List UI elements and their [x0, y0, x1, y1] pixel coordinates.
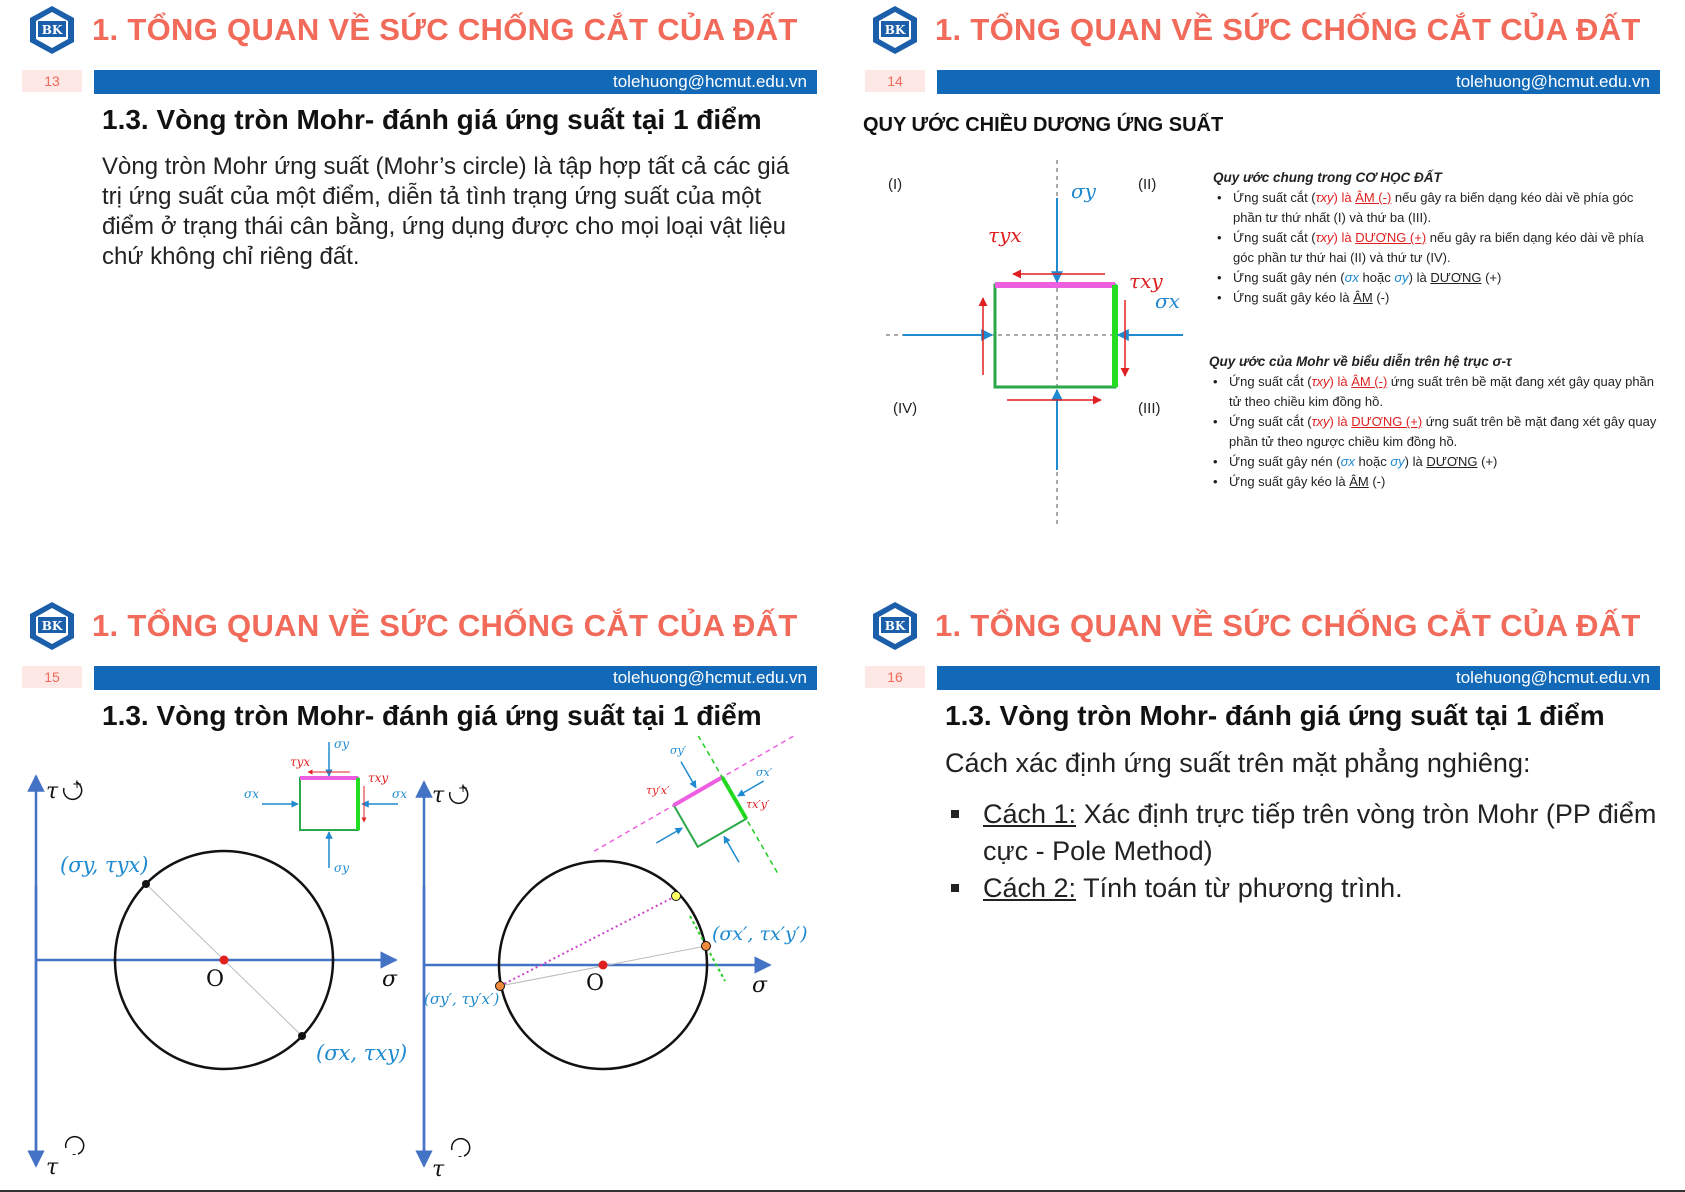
header-bar [937, 70, 1660, 94]
left-point-2-label: (σx, τxy) [316, 1041, 408, 1065]
right-el-tyx-label: τy′x′ [646, 784, 670, 797]
left-stress-element [300, 778, 358, 830]
left-mohr-diagram [36, 737, 407, 1180]
left-el-tyx-label: τyx [290, 755, 311, 769]
mohr-conventions-title: Quy ước của Mohr về biểu diễn trên hệ trục σ-τ [1209, 354, 1512, 369]
right-mohr-diagram [424, 736, 842, 1182]
list-item [945, 870, 1665, 907]
general-conventions-title: Quy ước chung trong CƠ HỌC ĐẤT [1213, 170, 1442, 185]
svg-text:BK: BK [41, 23, 63, 37]
method-label: Cách 2: [983, 873, 1077, 903]
bk-logo-icon [26, 600, 78, 652]
right-point-2-label: (σy′, τy′x′) [424, 990, 500, 1008]
left-point-1-label: (σy, τyx) [60, 853, 149, 877]
lead-text: Cách xác định ứng suất trên mặt phẳng nghiêng: [945, 748, 1531, 778]
left-el-sy-bot-label: σy [334, 861, 349, 875]
right-el-sy-label: σy′ [670, 744, 687, 757]
svg-text:BK: BK [884, 619, 906, 633]
right-center [599, 961, 608, 970]
right-el-sx-label: σx′ [756, 766, 773, 779]
section-heading: 1.3. Vòng tròn Mohr- đánh giá ứng suất tại 1 điểm [102, 104, 762, 135]
left-tau-top-label: τ [46, 779, 59, 804]
stress-element [995, 285, 1115, 387]
method-label: Cách 1: [983, 799, 1077, 829]
general-item: • Ứng suất cắt (τxy) là ÂM (-) nếu gây ra biến dạng kéo dài về phía góc phần tư thứ nhất (I) và thứ ba (III). [1233, 188, 1653, 228]
general-conventions [1213, 168, 1653, 308]
header-bar [937, 666, 1660, 690]
email-label: tolehuong@hcmut.edu.vn [613, 72, 807, 91]
section-heading: 1.3. Vòng tròn Mohr- đánh giá ứng suất tại 1 điểm [102, 700, 762, 731]
right-tau-bottom-label: τ [432, 1157, 445, 1182]
quadrant-1-label: (I) [888, 176, 903, 193]
slide-title: 1. TỔNG QUAN VỀ SỨC CHỐNG CẮT CỦA ĐẤT [935, 12, 1641, 47]
left-el-sx-left-label: σx [244, 787, 259, 801]
method-list [945, 796, 1665, 907]
left-plus-label: + [72, 777, 83, 791]
mohr-circle-diagrams [0, 736, 842, 1192]
sigma-x-label: σx [1155, 289, 1180, 313]
email-label: tolehuong@hcmut.edu.vn [1456, 72, 1650, 91]
right-stress-element [561, 736, 842, 950]
bk-logo-icon [26, 4, 78, 56]
left-minus-label: - [72, 1147, 77, 1161]
slide-16 [843, 596, 1685, 1192]
left-center [220, 956, 229, 965]
page-number: 13 [22, 70, 82, 92]
right-point-1-label: (σx′, τx′y′) [712, 923, 808, 945]
list-item [945, 796, 1665, 870]
right-sigma-label: σ [752, 973, 768, 998]
page-number: 16 [865, 666, 925, 688]
slide-title: 1. TỔNG QUAN VỀ SỨC CHỐNG CẮT CỦA ĐẤT [92, 12, 798, 47]
right-origin-label: O [586, 971, 605, 996]
quadrant-4-label: (IV) [893, 400, 918, 417]
sigma-y-label: σy [1071, 179, 1096, 203]
tau-xy-label: τxy [1129, 269, 1163, 293]
slide-15 [0, 596, 842, 1192]
quadrant-3-label: (III) [1138, 400, 1161, 417]
left-el-sx-right-label: σx [392, 787, 407, 801]
left-point-1 [142, 880, 150, 888]
general-item: • Ứng suất gây nén (σx hoặc σy) là DƯƠNG (+) [1233, 268, 1653, 288]
mohr-conventions [1209, 352, 1659, 492]
stress-element-diagram [843, 150, 1183, 530]
right-point-1 [702, 942, 711, 951]
left-sigma-label: σ [382, 967, 398, 992]
tau-yx-label: τyx [988, 223, 1022, 247]
left-tau-bottom-label: τ [46, 1155, 59, 1180]
slide-title: 1. TỔNG QUAN VỀ SỨC CHỐNG CẮT CỦA ĐẤT [92, 608, 798, 643]
method-text: Xác định trực tiếp trên vòng tròn Mohr (PP điểm cực - Pole Method) [983, 799, 1657, 866]
left-point-2 [298, 1032, 306, 1040]
email-label: tolehuong@hcmut.edu.vn [1456, 668, 1650, 687]
mohr-item: • Ứng suất gây nén (σx hoặc σy) là DƯƠNG (+) [1229, 452, 1659, 472]
method-text: Tính toán từ phương trình. [1076, 873, 1403, 903]
mohr-item: • Ứng suất gây kéo là ÂM (-) [1229, 472, 1659, 492]
left-origin-label: O [206, 967, 225, 992]
bk-logo-icon [869, 4, 921, 56]
right-minus-label: - [458, 1149, 463, 1163]
bk-logo-icon [869, 600, 921, 652]
bullet-square-icon [951, 810, 959, 818]
body-paragraph: Vòng tròn Mohr ứng suất (Mohr’s circle) là tập hợp tất cả các giá trị ứng suất của một điểm, diễn tả tình trạng ứng suất của một điểm ở trạng thái cân bằng, ứng dụng được cho mọi loại vật liệu chứ không chỉ riêng đất. [102, 153, 790, 270]
slide-13 [0, 0, 842, 596]
left-el-sy-top-label: σy [334, 737, 349, 751]
page-number: 14 [865, 70, 925, 92]
section-heading: 1.3. Vòng tròn Mohr- đánh giá ứng suất tại 1 điểm [945, 700, 1605, 731]
left-el-txy-label: τxy [368, 771, 389, 785]
conventions-heading: QUY ƯỚC CHIỀU DƯƠNG ỨNG SUẤT [863, 114, 1224, 136]
svg-text:BK: BK [41, 619, 63, 633]
quadrant-2-label: (II) [1138, 176, 1157, 193]
svg-text:BK: BK [884, 23, 906, 37]
header-bar [94, 70, 817, 94]
right-pole-point [672, 892, 681, 901]
mohr-item: • Ứng suất cắt (τxy) là DƯƠNG (+) ứng suất trên bề mặt đang xét gây quay phần tử theo ngược chiều kim đồng hồ. [1229, 412, 1659, 452]
header-bar [94, 666, 817, 690]
slide-title: 1. TỔNG QUAN VỀ SỨC CHỐNG CẮT CỦA ĐẤT [935, 608, 1641, 643]
right-plus-label: + [458, 781, 469, 795]
mohr-item: • Ứng suất cắt (τxy) là ÂM (-) ứng suất trên bề mặt đang xét gây quay phần tử theo chiều kim đồng hồ. [1229, 372, 1659, 412]
right-el-txy-label: τx′y′ [746, 798, 770, 811]
general-item: • Ứng suất gây kéo là ÂM (-) [1233, 288, 1653, 308]
slide-14 [843, 0, 1685, 596]
right-tau-top-label: τ [432, 783, 445, 808]
bullet-square-icon [951, 884, 959, 892]
page-number: 15 [22, 666, 82, 688]
general-item: • Ứng suất cắt (τxy) là DƯƠNG (+) nếu gây ra biến dạng kéo dài về phía góc phần tư thứ hai (II) và thứ tư (IV). [1233, 228, 1653, 268]
email-label: tolehuong@hcmut.edu.vn [613, 668, 807, 687]
